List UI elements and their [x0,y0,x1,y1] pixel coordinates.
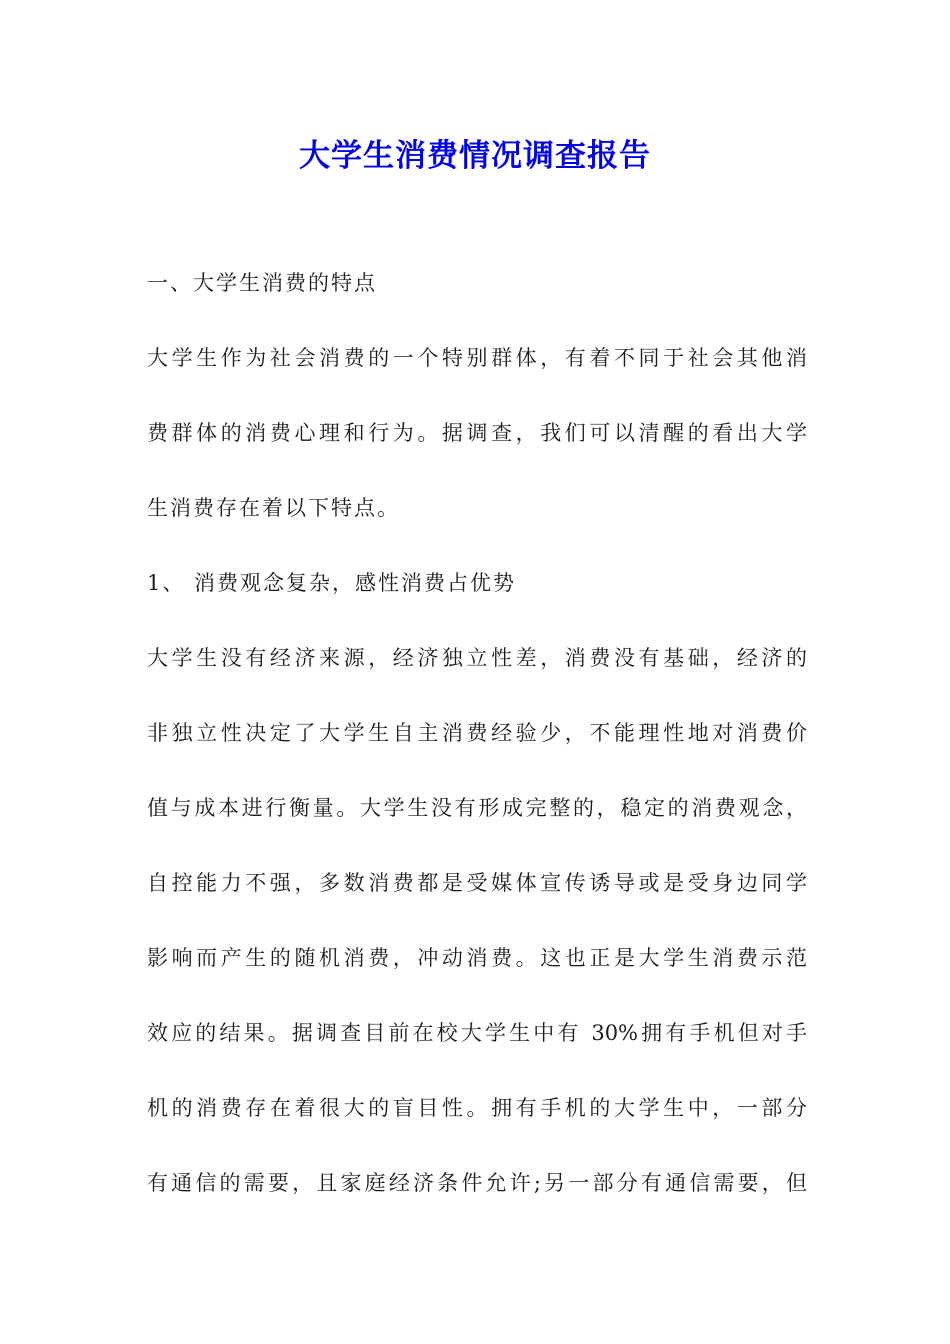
paragraph-line: 大学生没有经济来源，经济独立性差，消费没有基础，经济的 [147,646,807,670]
paragraph-line: 值与成本进行衡量。大学生没有形成完整的，稳定的消费观念， [147,796,807,820]
paragraph-line: 影响而产生的随机消费，冲动消费。这也正是大学生消费示范 [147,946,807,970]
paragraph-line: 大学生作为社会消费的一个特别群体，有着不同于社会其他消 [147,346,807,370]
paragraph-line: 生消费存在着以下特点。 [147,496,400,520]
paragraph-line: 自控能力不强，多数消费都是受媒体宣传诱导或是受身边同学 [147,871,807,895]
paragraph-line: 机的消费存在着很大的盲目性。拥有手机的大学生中，一部分 [147,1096,807,1120]
paragraph-line: 费群体的消费心理和行为。据调查，我们可以清醒的看出大学 [147,421,807,445]
paragraph-line: 效应的结果。据调查目前在校大学生中有 30%拥有手机但对手 [147,1021,807,1045]
paragraph-line: 非独立性决定了大学生自主消费经验少，不能理性地对消费价 [147,721,807,745]
subsection-heading: 1、 消费观念复杂，感性消费占优势 [147,571,517,595]
document-title: 大学生消费情况调查报告 [299,138,651,174]
paragraph-line: 有通信的需要，且家庭经济条件允许;另一部分有通信需要，但 [147,1171,807,1195]
section-heading: 一、大学生消费的特点 [147,271,377,295]
